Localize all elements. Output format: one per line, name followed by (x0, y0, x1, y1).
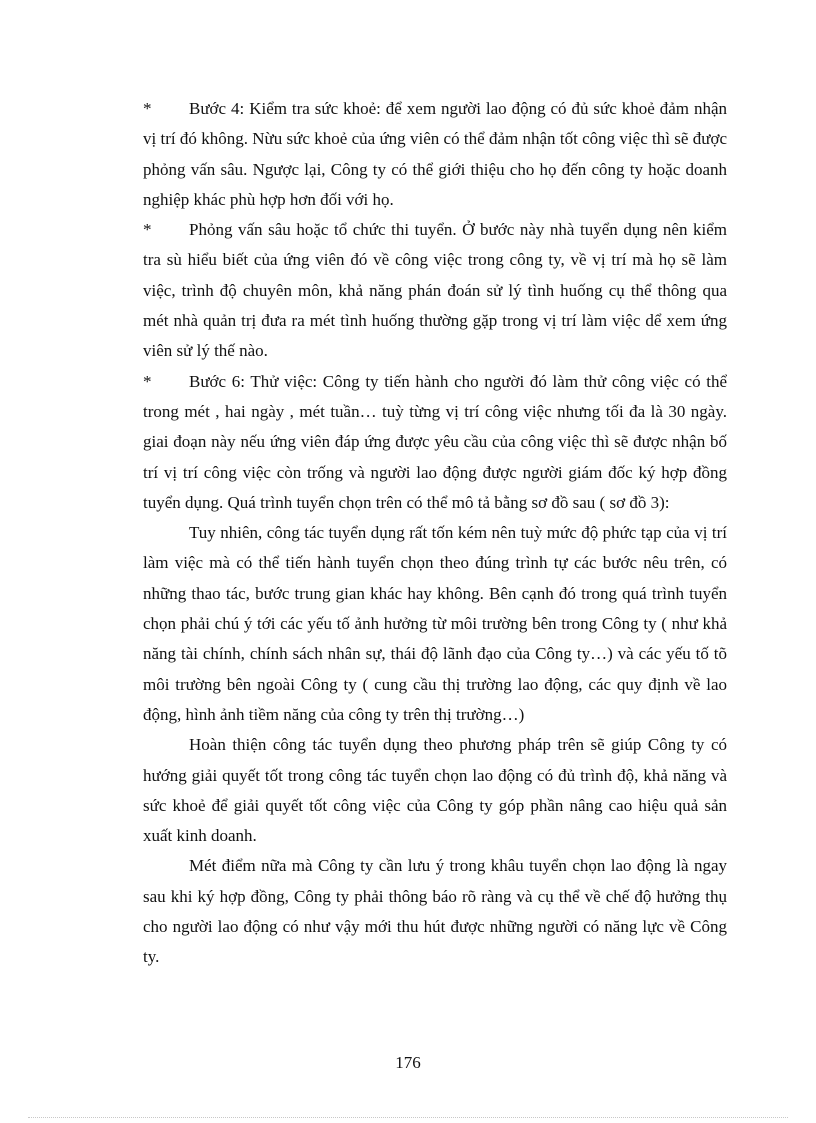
paragraph-text: Phỏng vấn sâu hoặc tổ chức thi tuyển. Ở bước này nhà tuyển dụng nên kiểm tra sù hiểu biết của ứng viên đó về công việc trong công ty, về vị trí mà họ sẽ làm việc, trình độ chuyên môn, khả năng phán đoán sử lý tình huống cụ thể thông qua mét nhà quản trị đưa ra mét tình huống thường gặp trong vị trí làm việc dể xem ứng viên sử lý thế nào. (143, 220, 727, 361)
paragraph-text: Bước 4: Kiểm tra sức khoẻ: để xem người lao động có đủ sức khoẻ đảm nhận vị trí đó không. Nừu sức khoẻ của ứng viên có thể đảm nhận tốt công việc thì sẽ được phỏng vấn sâu. Ngược lại, Công ty có thể giới thiệu cho họ đến công ty hoặc doanh nghiệp khác phù hợp hơn đối với họ. (143, 99, 727, 209)
body-paragraph: Tuy nhiên, công tác tuyển dụng rất tốn kém nên tuỳ mức độ phức tạp của vị trí làm việc mà có thể tiến hành tuyển chọn theo đúng trình tự các bước nêu trên, có những thao tác, bước trung gian khác hay không. Bên cạnh đó trong quá trình tuyển chọn phải chú ý tới các yếu tố ảnh hưởng từ môi trường bên trong Công ty ( như khả năng tài chính, chính sách nhân sự, thái độ lãnh đạo của Công ty…) và các yếu tố tõ môi trường bên ngoài Công ty ( cung cầu thị trường lao động, các quy định về lao động, hình ảnh tiềm năng của công ty trên thị trường…) (143, 523, 727, 724)
bullet-paragraph-step-4 (143, 94, 727, 215)
body-paragraph: Hoàn thiện công tác tuyển dụng theo phương pháp trên sẽ giúp Công ty có hướng giải quyết tốt trong công tác tuyển chọn lao động có đủ trình độ, khả năng và sức khoẻ để giải quyết tốt công việc của Công ty góp phần nâng cao hiệu quả sản xuất kinh doanh. (143, 735, 727, 846)
bullet-marker: * (143, 220, 152, 240)
page-bottom-rule (28, 1117, 788, 1118)
page-number: 176 (395, 1053, 421, 1072)
bullet-paragraph-step-6 (143, 367, 727, 518)
body-paragraph: Mét điểm nữa mà Công ty cần lưu ý trong khâu tuyển chọn lao động là ngay sau khi ký hợp đồng, Công ty phải thông báo rõ ràng và cụ thể về chế độ hưởng thụ cho người lao động có như vậy mới thu hút được những người có năng lực về Công ty. (143, 856, 727, 967)
bullet-marker: * (143, 99, 152, 118)
bullet-marker: * (143, 371, 152, 391)
bullet-paragraph-interview (143, 215, 727, 366)
paragraph-text: Bước 6: Thử việc: Công ty tiến hành cho người đó làm thử công việc có thể trong mét , hai ngày , mét tuần… tuỳ từng vị trí công việc nhưng tối đa là 30 ngày. giai đoạn này nếu ứng viên đáp ứng được yêu cầu của công việc thì sẽ được nhận bố trí vị trí công việc còn trống và người lao động được người giám đốc ký hợp đồng tuyển dụng. Quá trình tuyển chọn trên có thể mô tả bằng sơ đồ sau ( sơ đồ 3): (143, 371, 727, 512)
page-content (143, 94, 727, 973)
